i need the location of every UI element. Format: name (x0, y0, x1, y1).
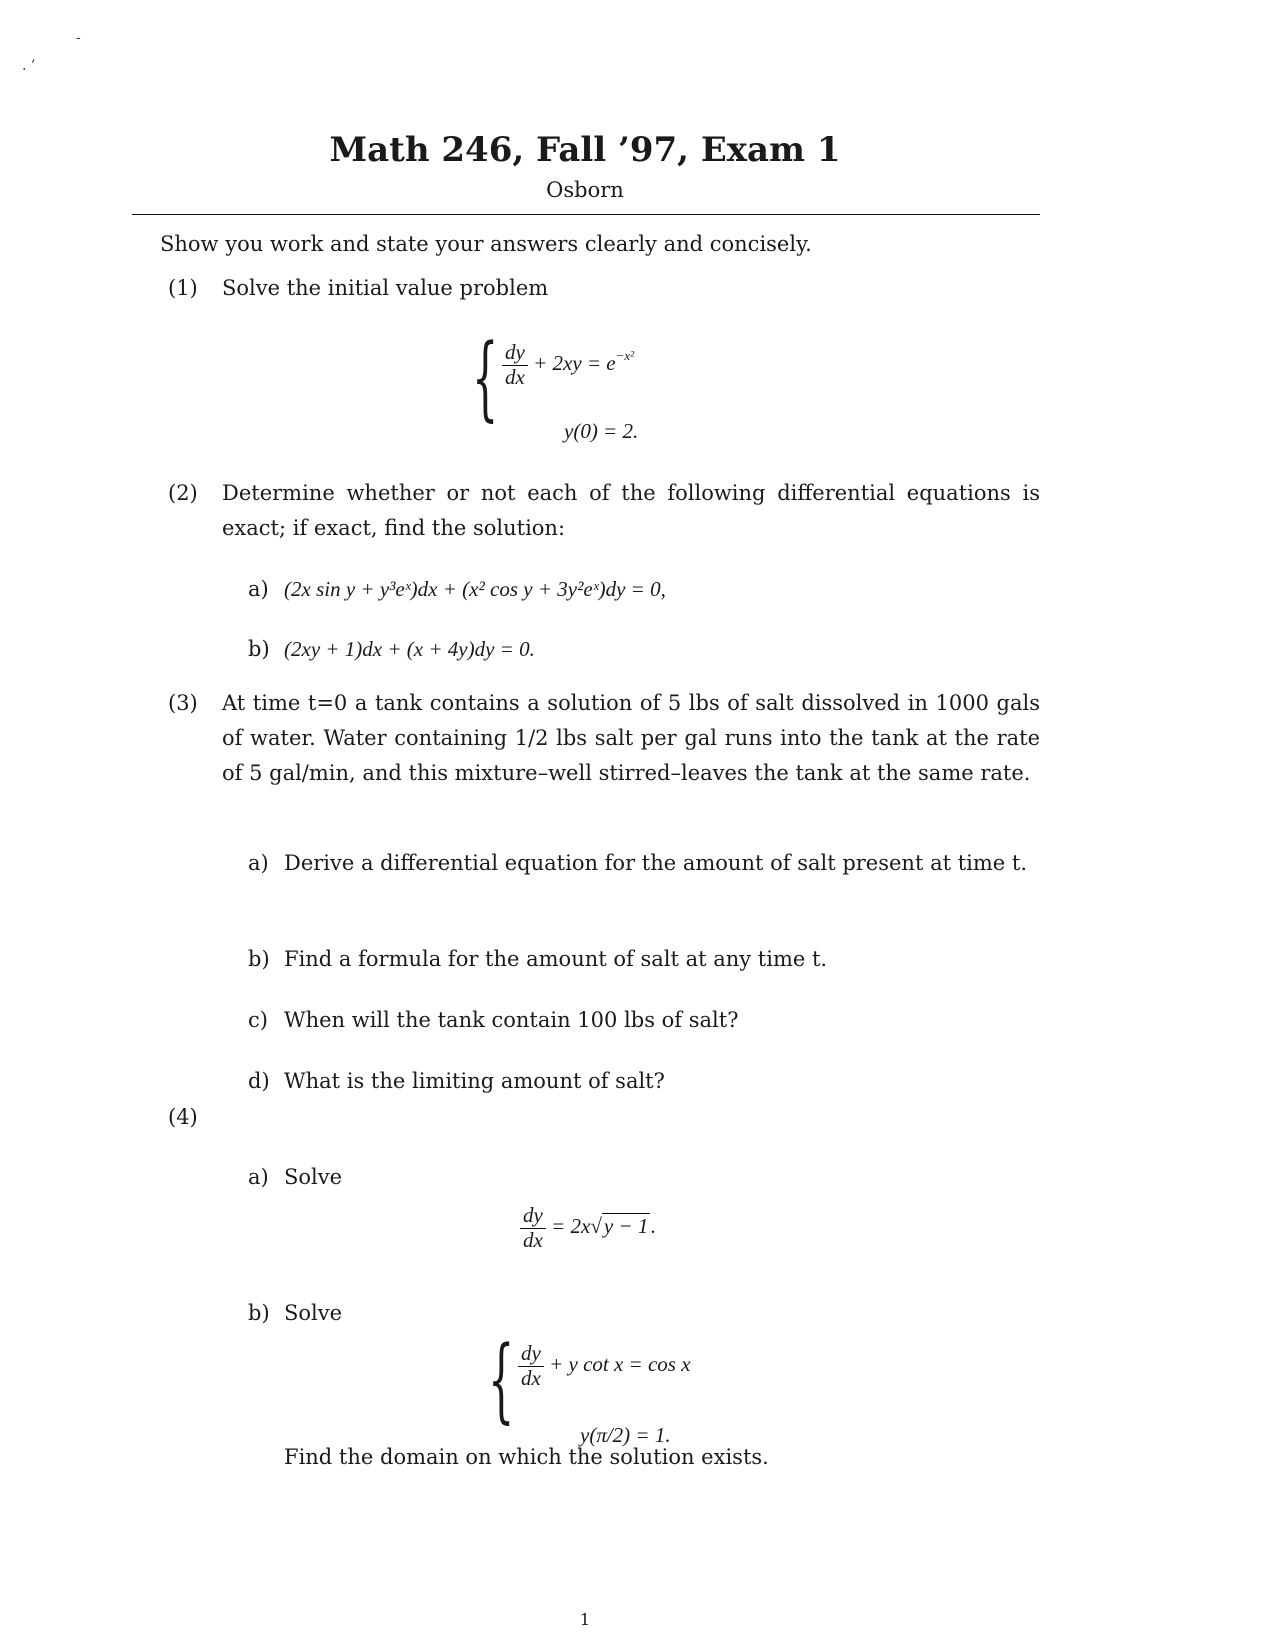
instructions: Show you work and state your answers clearly and concisely. (160, 232, 812, 256)
q2-text: Determine whether or not each of the following differential equations is exact; if exact, find the solution: (222, 481, 1040, 540)
q4-b-equation: $\frac{dy}{dx}$ + y cot x = cos x (518, 1342, 691, 1390)
q3-a-label: a) (248, 851, 269, 875)
q1-text: Solve the initial value problem (222, 276, 549, 300)
q2-b-label: b) (248, 637, 270, 661)
q2-a-equation: (2x sin y + y³eˣ)dx + (x² cos y + 3y²eˣ)dy = 0, (284, 577, 666, 601)
dy-dx-fraction: $\frac{dy}{dx}$ (520, 1204, 546, 1252)
q1-number: (1) (168, 276, 198, 300)
q3-a-text: Derive a differential equation for the amount of salt present at time t. (284, 851, 1027, 875)
q3-c-label: c) (248, 1008, 268, 1032)
scan-mark: . ’ (22, 58, 36, 74)
left-brace: { (488, 1326, 515, 1433)
q4-a-text: Solve (284, 1165, 343, 1189)
author-name: Osborn (546, 178, 624, 202)
q4-a-equation: $\frac{dy}{dx}$ = 2x√y − 1. (520, 1204, 656, 1252)
q2-b-equation: (2xy + 1)dx + (x + 4y)dy = 0. (284, 637, 535, 661)
scan-mark: - (76, 30, 81, 46)
dy-dx-fraction: $\frac{dy}{dx}$ (502, 341, 528, 389)
q4-a-label: a) (248, 1165, 269, 1189)
q4-b-text: Solve (284, 1301, 343, 1325)
q4-number: (4) (168, 1105, 198, 1129)
q3-b-label: b) (248, 947, 270, 971)
q2-number: (2) (168, 481, 198, 505)
q3-number: (3) (168, 691, 198, 715)
q4-b-label: b) (248, 1301, 270, 1325)
q4-b-domain: Find the domain on which the solution exists. (284, 1445, 769, 1469)
left-brace: { (472, 324, 499, 431)
q1-equation: $\frac{dy}{dx}$ + $2xy = e^{-x^2}$ (502, 340, 634, 389)
q2-a-label: a) (248, 577, 269, 601)
header-rule (132, 214, 1040, 215)
page-number: 1 (579, 1610, 591, 1629)
q3-d-text: What is the limiting amount of salt? (284, 1069, 665, 1093)
q3-d-label: d) (248, 1069, 270, 1093)
q4-b-initial-condition: y(π/2) = 1. (580, 1423, 671, 1447)
q3-b-text: Find a formula for the amount of salt at any time t. (284, 947, 828, 971)
q3-c-text: When will the tank contain 100 lbs of salt? (284, 1008, 739, 1032)
exam-title: Math 246, Fall ’97, Exam 1 (329, 130, 841, 170)
q3-text: At time t=0 a tank contains a solution of 5 lbs of salt dissolved in 1000 gals of water. Water containing 1/2 lbs salt per gal runs into the tank at the rate of 5 gal/min, and this mixture–well stirred–leaves the tank at the same rate. (222, 691, 1040, 785)
q1-initial-condition: y(0) = 2. (564, 419, 639, 443)
dy-dx-fraction: $\frac{dy}{dx}$ (518, 1342, 544, 1390)
